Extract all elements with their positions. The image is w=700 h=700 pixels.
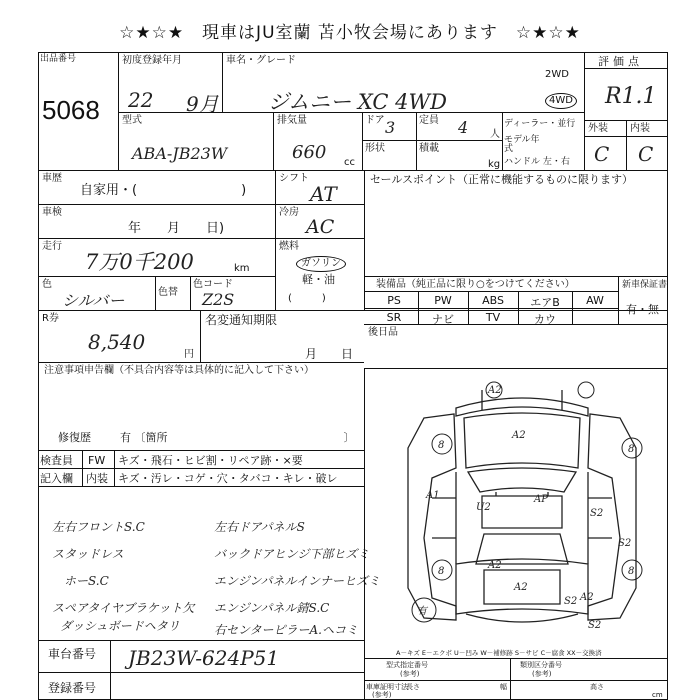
equip-abs: ABS [482,294,504,307]
type-value: ABA-JB23W [132,144,228,163]
mark-a1-left: A1 [426,490,440,501]
inspector-label: 検査員 [40,454,73,467]
model-name: ジムニー XC 4WD [268,90,447,114]
sales-point-label: セールスポイント（正常に機能するものに限ります） [370,173,634,186]
note-right-2: バックドアヒンジ下部ヒズミ [214,547,370,561]
drive-4wd: 4WD [545,93,577,109]
mark-s2-rear: S2 [588,620,602,631]
car-diagram [364,368,668,640]
equipment-label: 装備品（純正品に限り○をつけてください） [376,279,575,290]
first-reg-label: 初度登録年月 [122,55,182,66]
color-value: シルバー [62,291,125,310]
dealer-label: ディーラー・並行 [504,119,576,129]
entry-inner: 内装 [86,472,108,485]
model-year-label: モデル年式 [504,135,540,154]
mark-s2-front: S2 [564,596,578,607]
mark-a2-rr: A2 [488,560,502,571]
note-right-1: 左右ドアパネルS [214,520,305,534]
repair-label: 修復歴 [58,431,91,444]
mileage-label: 走行 [42,241,62,252]
aircon-value: AC [306,216,335,238]
equip-sr: SR [386,311,402,324]
shift-label: シフト [279,173,309,184]
recycle-unit: 円 [184,349,194,360]
inspector-items: キズ・飛石・ヒビ割・リペア跡・×要 [118,454,303,467]
exterior-label: 外装 [588,123,608,134]
mark-tire-rr: 8 [628,566,635,577]
capacity-unit: 人 [490,129,500,140]
model-label: 車名・グレード [226,55,296,66]
displacement-label: 排気量 [277,115,307,126]
inspector-fw: FW [88,454,106,467]
type-designation-sub: (参考) [400,670,420,678]
note-left-3: ホーS.C [64,574,109,588]
load-unit: kg [488,159,501,170]
dimensions-unit: cm [652,691,663,699]
dimensions-height: 高さ [590,683,604,691]
inspection-value: 年 月 日) [128,221,225,236]
type-designation-label: 型式指定番号 [386,661,428,669]
mark-s2-right: S2 [590,508,604,519]
chassis-label: 車台番号 [48,647,97,661]
registration-label: 登録番号 [48,681,97,695]
category-label: 類別区分番号 [520,661,562,669]
mark-a2-hood: A2 [512,430,526,441]
fuel-diesel: 軽・油 [302,273,335,286]
color-code: Z2S [202,290,235,309]
lot-number: 5068 [42,95,100,125]
displacement-value: 660 [292,142,327,163]
note-left-2: スタッドレス [52,547,124,561]
capacity-value: 4 [458,118,469,137]
displacement-unit: cc [344,157,355,168]
handle-label: ハンドル 左・右 [504,157,570,167]
interior-label: 内装 [630,123,650,134]
grade-label: 評価点 [598,55,643,68]
color-label: 色 [42,279,52,290]
doors-label: ドア [365,115,385,126]
mileage-value: 7万0千200 [85,250,194,274]
note-right-3: エンジンパネルインナーヒズミ [214,574,380,588]
mark-u2: U2 [476,502,491,513]
exterior-value: C [594,142,610,166]
shift-value: AT [310,182,337,206]
color-code-label: 色コード [193,279,233,290]
fuel-gasoline: ガソリン [296,256,346,272]
dimensions-label: 車庫証明寸法 [366,683,408,691]
note-right-5: 右センターピラーA.ヘコミ [214,623,359,637]
equip-cow: カウ [534,313,556,326]
note-left-1: 左右フロントS.C [52,520,145,534]
shape-label: 形状 [365,143,385,154]
category-sub: (参考) [532,670,552,678]
repaint-label: 色替 [158,287,178,298]
lot-label: 出品番号 [40,54,77,64]
damage-legend: A－キズ E－エクボ U－凹み W－補修跡 S－サビ C－腐食 XX－交換済 [396,649,602,657]
mark-s2-left: S2 [618,538,632,549]
recycle-label: R券 [42,313,59,324]
mark-tire-rl: 8 [438,566,445,577]
rear-seat-label: 後日品 [368,327,398,338]
equip-ps: PS [387,294,401,307]
fuel-label: 燃料 [279,241,299,252]
mark-a2-rear: A2 [514,582,528,593]
name-change-value: 月 日 [305,347,354,361]
warranty-label: 新車保証書 [622,280,668,290]
mark-spare: 有 [417,606,427,617]
first-reg-month: 9月 [186,92,219,116]
banner: ☆★☆★ 現車はJU室蘭 苫小牧会場にあります ☆★☆★ [119,23,581,43]
dimensions-length: 長さ [406,683,420,691]
entry-label: 記入欄 [40,472,73,485]
notes-label: 注意事項申告欄（不具合内容等は具体的に記入して下さい） [44,365,314,376]
repair-value: 有 〔箇所 〕 [120,431,355,444]
mark-tire-fr: 8 [628,444,635,455]
chassis-value: JB23W-624P51 [128,646,280,670]
equip-airbag: エアB [530,296,560,309]
warranty-value: 有・無 [626,303,659,316]
mark-ap-roof: AP [534,494,548,505]
drive-2wd: 2WD [545,69,569,80]
note-right-4: エンジンパネル錆S.C [214,601,330,615]
note-left-5: ダッシュボードヘタリ [60,619,180,633]
grade-value: R1.1 [605,84,657,109]
handwritten-notes-right [214,518,380,641]
inspection-label: 車検 [42,207,62,218]
dimensions-sub: (参考) [372,691,392,699]
mileage-unit: km [234,263,250,274]
fuel-other: ( ) [288,293,326,304]
mark-a2-rear2: A2 [580,592,594,603]
load-label: 積載 [419,143,439,154]
recycle-value: 8,540 [88,330,146,354]
dimensions-width: 幅 [500,683,507,691]
aircon-label: 冷房 [279,207,299,218]
equip-tv: TV [485,311,501,324]
first-reg-year: 22 [128,88,154,112]
handwritten-notes-left [52,518,194,637]
entry-items: キズ・汚レ・コゲ・穴・タバコ・キレ・破レ [118,472,338,485]
capacity-label: 定員 [419,115,439,126]
interior-value: C [638,142,654,166]
mark-tire-fl: 8 [438,440,445,451]
equip-pw: PW [434,294,452,307]
doors-value: 3 [385,118,396,137]
type-label: 型式 [122,115,142,126]
history-value: 自家用・( ) [80,183,247,198]
name-change-label: 名変通知期限 [205,313,278,327]
mark-a2-front: A2 [488,385,502,396]
equip-aw: AW [586,294,604,307]
equip-navi: ナビ [432,313,454,326]
history-label: 車歴 [42,173,62,184]
note-left-4: スペアタイヤブラケット欠 [52,601,195,615]
